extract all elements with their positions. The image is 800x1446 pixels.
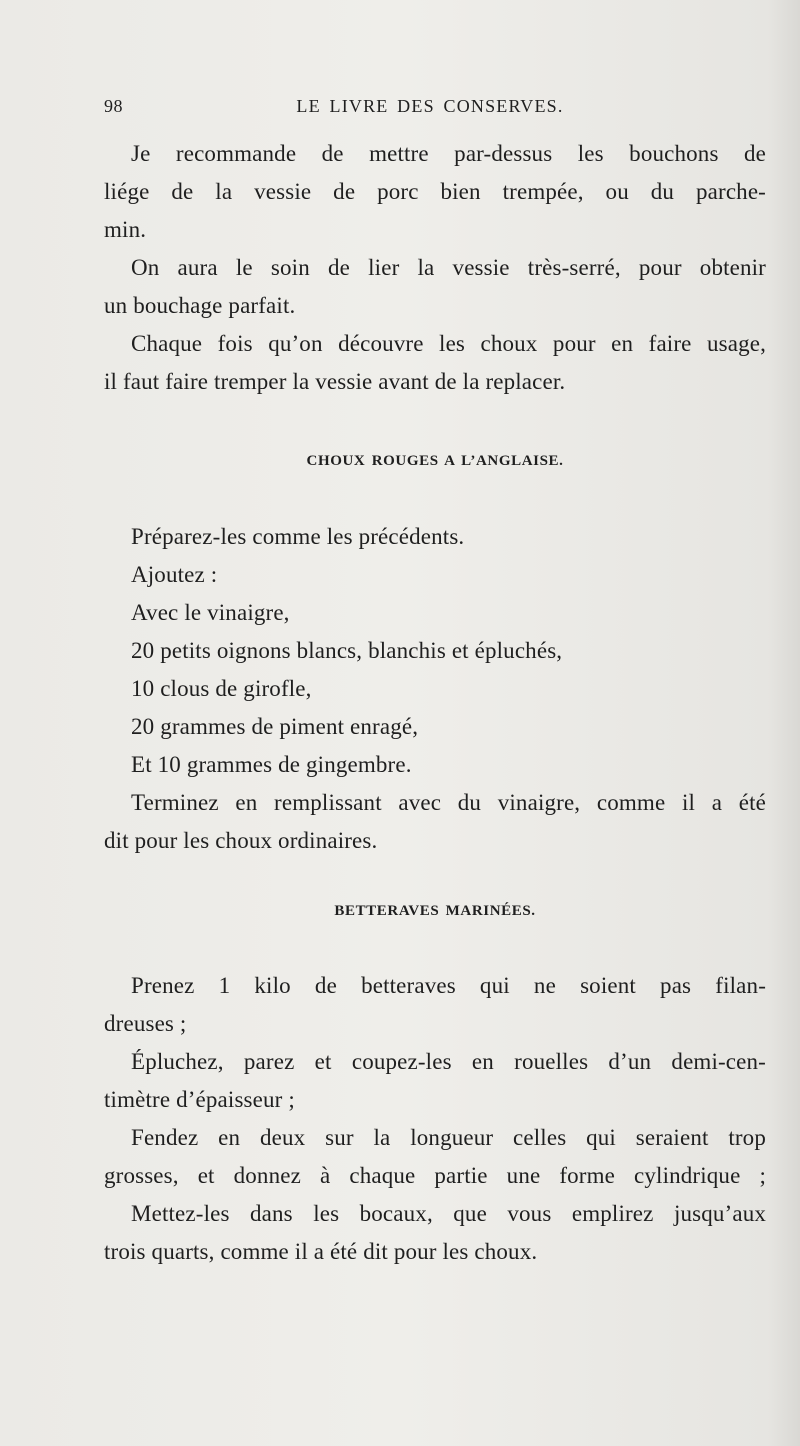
section-title-choux-rouges: CHOUX ROUGES A L’ANGLAISE. [306,453,564,469]
text-line: Fendez en deux sur la longueur celles qui seraient trop [131,1125,766,1150]
text-line: Avec le vinaigre, [131,600,290,625]
section-title-betteraves: BETTERAVES MARINÉES. [334,903,536,919]
text-line: Et 10 grammes de gingembre. [131,752,412,777]
text-line: min. [104,217,147,242]
text-line: dit pour les choux ordinaires. [104,828,378,853]
text-line: il faut faire tremper la vessie avant de la replacer. [104,369,566,394]
text-line: 10 clous de girofle, [131,676,312,701]
text-line: 20 petits oignons blancs, blanchis et épluchés, [131,638,563,663]
text-line: Mettez-les dans les bocaux, que vous emplirez jusqu’aux [131,1201,766,1226]
text-line: un bouchage parfait. [104,293,296,318]
text-line: liége de la vessie de porc bien trempée, ou du parche- [104,179,766,204]
text-line: Terminez en remplissant avec du vinaigre, comme il a été [131,790,766,815]
text-line: Je recommande de mettre par-dessus les bouchons de [131,141,766,166]
text-line: Prenez 1 kilo de betteraves qui ne soient pas filan- [131,973,766,998]
text-line: Ajoutez : [131,562,218,587]
text-line: grosses, et donnez à chaque partie une forme cylindrique ; [104,1163,766,1188]
text-line: Préparez-les comme les précédents. [131,524,465,549]
text-line: Épluchez, parez et coupez-les en rouelles d’un demi-cen- [131,1049,766,1074]
text-line: On aura le soin de lier la vessie très-serré, pour obtenir [131,255,766,280]
text-line: 20 grammes de piment enragé, [131,714,419,739]
page-number: 98 [104,96,123,116]
page-header [104,96,756,120]
text-line: trois quarts, comme il a été dit pour les choux. [104,1239,538,1264]
text-line: Chaque fois qu’on découvre les choux pour en faire usage, [131,331,766,356]
running-title: LE LIVRE DES CONSERVES. [296,96,564,116]
text-line: timètre d’épaisseur ; [104,1087,295,1112]
text-line: dreuses ; [104,1011,187,1036]
